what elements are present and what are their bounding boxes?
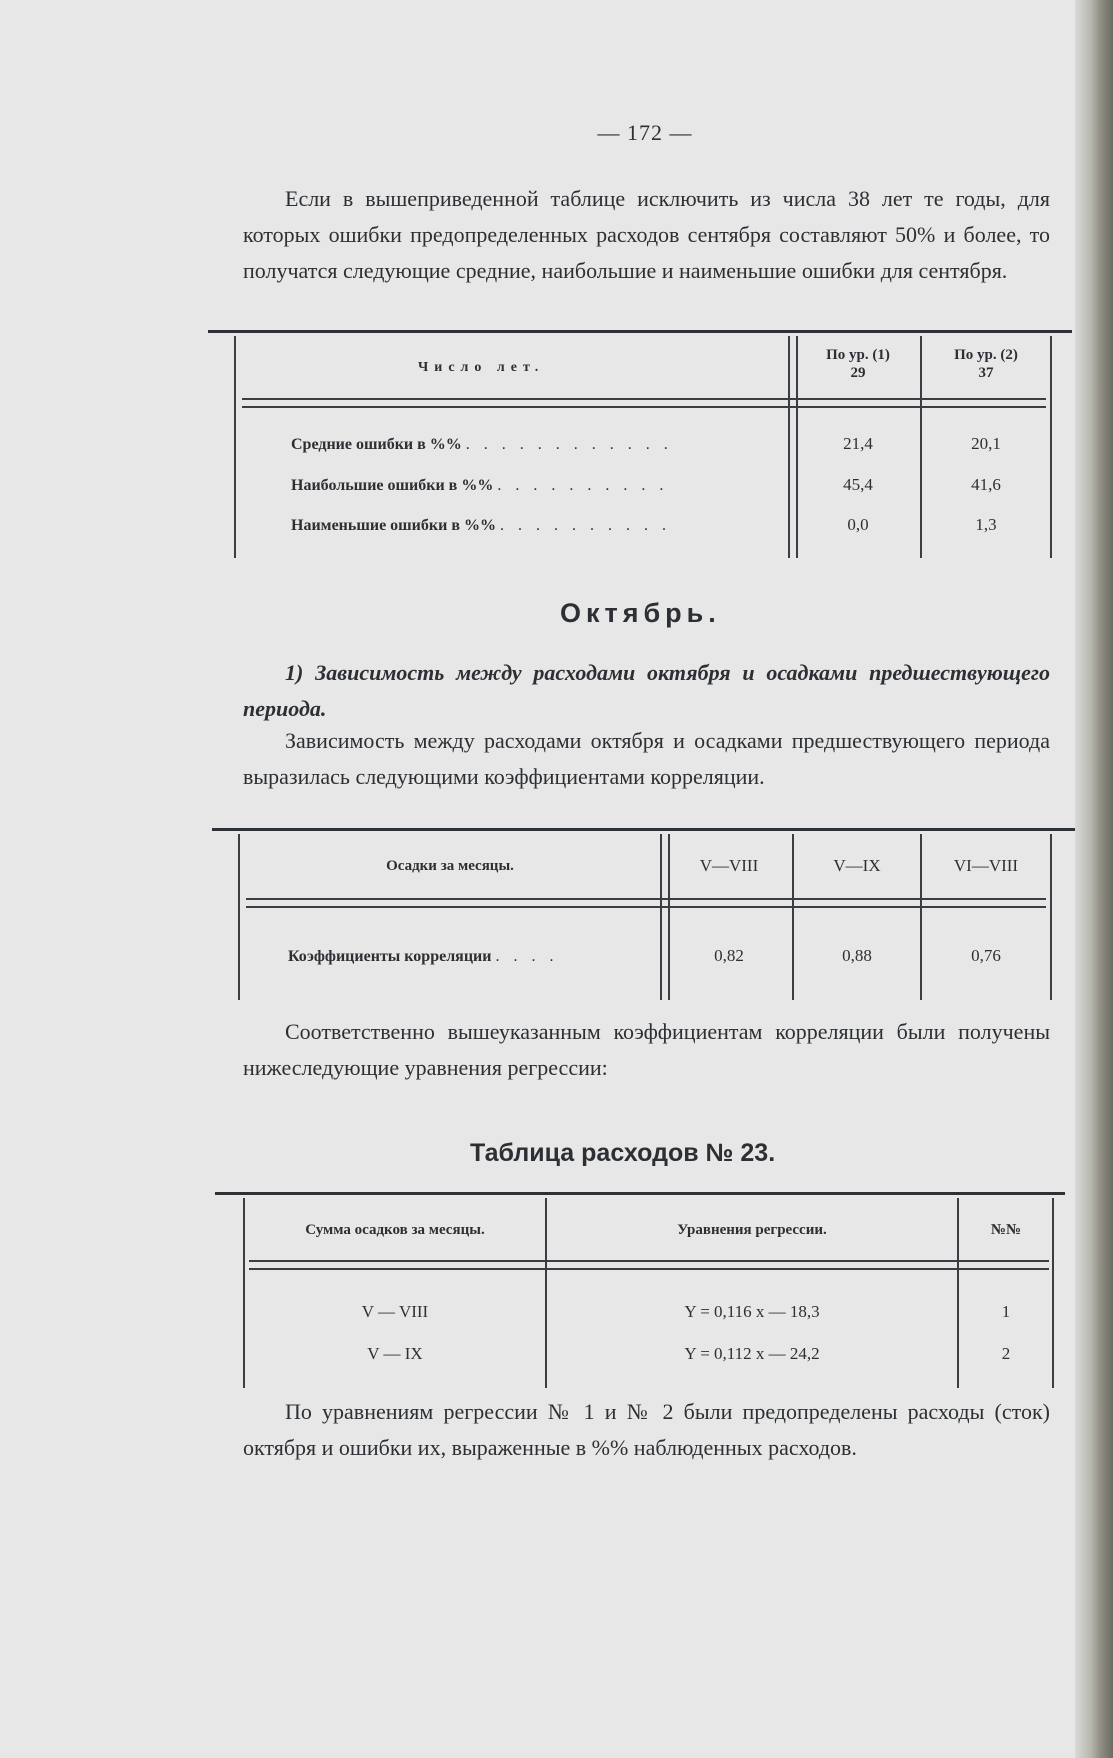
cell-value: 0,88 (842, 946, 872, 965)
regression-table (215, 1192, 1065, 1388)
paragraph-intro-text: Если в вышеприведенной таблице исключить из числа 38 лет те годы, для которых ошибки предопределенных расходов сентября составляют 50% и более, то получатся следующие средние, наибольшие и наименьшие ошибки для сентября. (243, 186, 1050, 283)
paragraph-conclusion (243, 1394, 1050, 1466)
header-months: Осадки за месяцы. (386, 858, 514, 874)
cell-months: V — VIII (361, 1302, 429, 1321)
table-top-rule (208, 330, 1072, 333)
column-divider (920, 834, 922, 1000)
errors-table (208, 330, 1072, 558)
table-row: Наибольшие ошибки в %% . . . . . . . . . . (291, 477, 669, 494)
header-v-ix: V—IX (833, 856, 881, 875)
cell-value: 1,3 (975, 515, 997, 534)
table-right-border (1050, 834, 1052, 1000)
header-sum-months: Сумма осадков за месяцы. (305, 1222, 485, 1238)
page-number: — 172 — (597, 120, 693, 145)
table-row: Наименьшие ошибки в %% . . . . . . . . . . (291, 517, 671, 534)
paragraph-correlation (243, 723, 1050, 795)
cell-value: 0,82 (714, 946, 744, 965)
column-divider (920, 336, 922, 558)
cell-value: 0,0 (847, 515, 869, 534)
subsection-heading-text: 1) Зависимость между расходами октября и осадками предшествующего периода. (243, 660, 1050, 721)
cell-value: 20,1 (971, 434, 1001, 453)
cell-value: 45,4 (843, 475, 873, 494)
column-divider (788, 336, 798, 558)
cell-equation: Y = 0,112 x — 24,2 (684, 1344, 820, 1363)
book-spine-edge (1075, 0, 1113, 1758)
header-separator (246, 898, 1046, 908)
column-divider (792, 834, 794, 1000)
cell-equation: Y = 0,116 x — 18,3 (684, 1302, 820, 1321)
section-title: Октябрь. (560, 598, 721, 628)
header-number: №№ (990, 1222, 1022, 1238)
cell-value: 41,6 (971, 475, 1001, 494)
table-top-rule (215, 1192, 1065, 1195)
table-left-border (243, 1198, 245, 1388)
cell-value: 21,4 (843, 434, 873, 453)
paragraph-intro (243, 181, 1050, 289)
correlation-table (212, 828, 1076, 1000)
header-separator (242, 398, 1046, 408)
table-row: Коэффициенты корреляции . . . . (288, 948, 559, 965)
column-divider (957, 1198, 959, 1388)
column-divider (545, 1198, 547, 1388)
header-eq1: По ур. (1) 29 (826, 347, 890, 381)
table-left-border (234, 336, 236, 558)
paragraph-correlation-text: Зависимость между расходами октября и осадками предшествующего периода выразилась следующими коэффициентами корреляции. (243, 728, 1050, 789)
table-row: Средние ошибки в %% . . . . . . . . . . . . (291, 436, 673, 453)
header-equations: Уравнения регрессии. (677, 1222, 827, 1238)
paragraph-conclusion-text: По уравнениям регрессии № 1 и № 2 были предопределены расходы (сток) октября и ошибки их, выраженные в %% наблюденных расходов. (243, 1399, 1050, 1460)
table-caption: Таблица расходов № 23. (470, 1139, 776, 1167)
table-right-border (1050, 336, 1052, 558)
cell-months: V — IX (367, 1344, 423, 1363)
header-v-viii: V—VIII (699, 856, 759, 875)
header-vi-viii: VI—VIII (953, 856, 1019, 875)
table-left-border (238, 834, 240, 1000)
cell-number: 2 (1001, 1344, 1011, 1363)
subsection-heading (243, 655, 1050, 727)
table-right-border (1052, 1198, 1054, 1388)
header-years: Число лет. (418, 360, 545, 375)
table-top-rule (212, 828, 1076, 831)
header-eq2: По ур. (2) 37 (954, 347, 1018, 381)
cell-value: 0,76 (971, 946, 1001, 965)
paragraph-regression-text: Соответственно вышеуказанным коэффициентам корреляции были получены нижеследующие уравнения регрессии: (243, 1019, 1050, 1080)
header-separator (249, 1260, 1049, 1270)
cell-number: 1 (1001, 1302, 1011, 1321)
paragraph-regression (243, 1014, 1050, 1086)
